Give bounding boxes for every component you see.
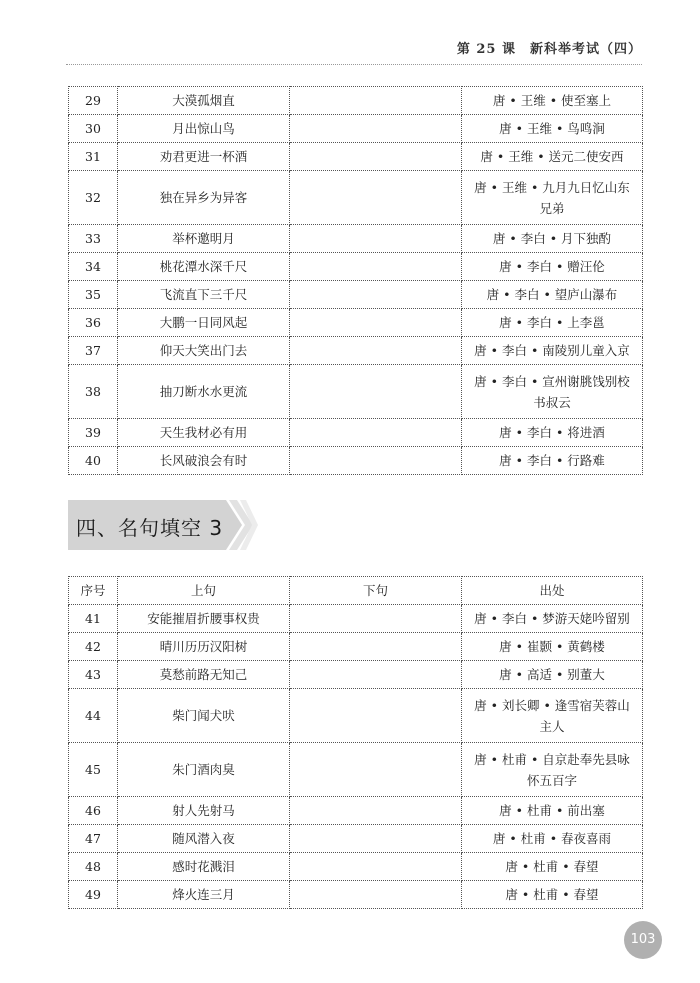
second-line-blank[interactable] — [290, 797, 462, 825]
source: 唐 • 李白 • 行路难 — [462, 447, 643, 475]
first-line: 大鹏一日同风起 — [118, 309, 290, 337]
source: 唐 • 李白 • 上李邕 — [462, 309, 643, 337]
row-number: 33 — [69, 225, 118, 253]
source: 唐 • 崔颢 • 黄鹤楼 — [462, 633, 643, 661]
second-line-blank[interactable] — [290, 447, 462, 475]
table-row — [69, 661, 643, 689]
second-line-blank[interactable] — [290, 661, 462, 689]
table-row — [69, 337, 643, 365]
first-line: 飞流直下三千尺 — [118, 281, 290, 309]
source: 唐 • 王维 • 使至塞上 — [462, 87, 643, 115]
first-line: 朱门酒肉臭 — [118, 743, 290, 797]
table-row — [69, 253, 643, 281]
first-line: 随风潜入夜 — [118, 825, 290, 853]
source: 唐 • 王维 • 送元二使安西 — [462, 143, 643, 171]
source: 唐 • 李白 • 南陵别儿童入京 — [462, 337, 643, 365]
row-number: 38 — [69, 365, 118, 419]
table-row — [69, 365, 643, 419]
source: 唐 • 杜甫 • 前出塞 — [462, 797, 643, 825]
row-number: 32 — [69, 171, 118, 225]
source: 唐 • 高适 • 别董大 — [462, 661, 643, 689]
source: 唐 • 李白 • 将进酒 — [462, 419, 643, 447]
row-number: 35 — [69, 281, 118, 309]
first-line: 天生我材必有用 — [118, 419, 290, 447]
first-line: 长风破浪会有时 — [118, 447, 290, 475]
second-line-blank[interactable] — [290, 171, 462, 225]
row-number: 29 — [69, 87, 118, 115]
table-row — [69, 605, 643, 633]
source: 唐 • 李白 • 宣州谢朓饯别校书叔云 — [462, 365, 643, 419]
header-number: 序号 — [69, 577, 118, 605]
first-line: 独在异乡为异客 — [118, 171, 290, 225]
first-line: 月出惊山鸟 — [118, 115, 290, 143]
first-line: 烽火连三月 — [118, 881, 290, 909]
section-title: 四、名句填空 3 — [76, 516, 224, 540]
second-line-blank[interactable] — [290, 225, 462, 253]
second-line-blank[interactable] — [290, 825, 462, 853]
second-line-blank[interactable] — [290, 143, 462, 171]
page-header: 第 25 课 新科举考试（四） — [456, 42, 642, 57]
table-row — [69, 797, 643, 825]
first-line: 莫愁前路无知己 — [118, 661, 290, 689]
second-line-blank[interactable] — [290, 419, 462, 447]
source: 唐 • 刘长卿 • 逢雪宿芙蓉山主人 — [462, 689, 643, 743]
table-row — [69, 143, 643, 171]
row-number: 40 — [69, 447, 118, 475]
row-number: 48 — [69, 853, 118, 881]
first-line: 桃花潭水深千尺 — [118, 253, 290, 281]
table-row — [69, 115, 643, 143]
row-number: 37 — [69, 337, 118, 365]
table-row — [69, 881, 643, 909]
second-line-blank[interactable] — [290, 633, 462, 661]
row-number: 42 — [69, 633, 118, 661]
table-row — [69, 633, 643, 661]
table-row — [69, 309, 643, 337]
row-number: 34 — [69, 253, 118, 281]
table-header-row — [69, 577, 643, 605]
poem-table-2 — [68, 576, 643, 909]
second-line-blank[interactable] — [290, 853, 462, 881]
header-source: 出处 — [462, 577, 643, 605]
first-line: 柴门闻犬吠 — [118, 689, 290, 743]
row-number: 49 — [69, 881, 118, 909]
second-line-blank[interactable] — [290, 309, 462, 337]
second-line-blank[interactable] — [290, 87, 462, 115]
table-row — [69, 689, 643, 743]
second-line-blank[interactable] — [290, 689, 462, 743]
second-line-blank[interactable] — [290, 281, 462, 309]
source: 唐 • 杜甫 • 春望 — [462, 853, 643, 881]
row-number: 41 — [69, 605, 118, 633]
table-row — [69, 281, 643, 309]
page-number: 103 — [624, 921, 662, 959]
second-line-blank[interactable] — [290, 337, 462, 365]
row-number: 30 — [69, 115, 118, 143]
first-line: 举杯邀明月 — [118, 225, 290, 253]
table-row — [69, 743, 643, 797]
table-row — [69, 853, 643, 881]
source: 唐 • 李白 • 望庐山瀑布 — [462, 281, 643, 309]
source: 唐 • 王维 • 鸟鸣涧 — [462, 115, 643, 143]
first-line: 感时花溅泪 — [118, 853, 290, 881]
first-line: 大漠孤烟直 — [118, 87, 290, 115]
poem-table-1 — [68, 86, 643, 475]
first-line: 晴川历历汉阳树 — [118, 633, 290, 661]
second-line-blank[interactable] — [290, 881, 462, 909]
source: 唐 • 杜甫 • 春望 — [462, 881, 643, 909]
row-number: 44 — [69, 689, 118, 743]
header-divider — [66, 64, 642, 65]
second-line-blank[interactable] — [290, 115, 462, 143]
source: 唐 • 李白 • 梦游天姥吟留别 — [462, 605, 643, 633]
table-row — [69, 225, 643, 253]
second-line-blank[interactable] — [290, 365, 462, 419]
row-number: 36 — [69, 309, 118, 337]
row-number: 47 — [69, 825, 118, 853]
row-number: 46 — [69, 797, 118, 825]
table-row — [69, 419, 643, 447]
table-row — [69, 171, 643, 225]
first-line: 抽刀断水水更流 — [118, 365, 290, 419]
table-row — [69, 825, 643, 853]
second-line-blank[interactable] — [290, 253, 462, 281]
second-line-blank[interactable] — [290, 605, 462, 633]
source: 唐 • 杜甫 • 自京赴奉先县咏怀五百字 — [462, 743, 643, 797]
first-line: 射人先射马 — [118, 797, 290, 825]
first-line: 劝君更进一杯酒 — [118, 143, 290, 171]
header-second-line: 下句 — [290, 577, 462, 605]
header-first-line: 上句 — [118, 577, 290, 605]
row-number: 45 — [69, 743, 118, 797]
row-number: 39 — [69, 419, 118, 447]
row-number: 43 — [69, 661, 118, 689]
source: 唐 • 杜甫 • 春夜喜雨 — [462, 825, 643, 853]
row-number: 31 — [69, 143, 118, 171]
source: 唐 • 王维 • 九月九日忆山东兄弟 — [462, 171, 643, 225]
table-row — [69, 447, 643, 475]
table-row — [69, 87, 643, 115]
source: 唐 • 李白 • 月下独酌 — [462, 225, 643, 253]
section-heading — [68, 500, 258, 550]
first-line: 安能摧眉折腰事权贵 — [118, 605, 290, 633]
second-line-blank[interactable] — [290, 743, 462, 797]
first-line: 仰天大笑出门去 — [118, 337, 290, 365]
source: 唐 • 李白 • 赠汪伦 — [462, 253, 643, 281]
